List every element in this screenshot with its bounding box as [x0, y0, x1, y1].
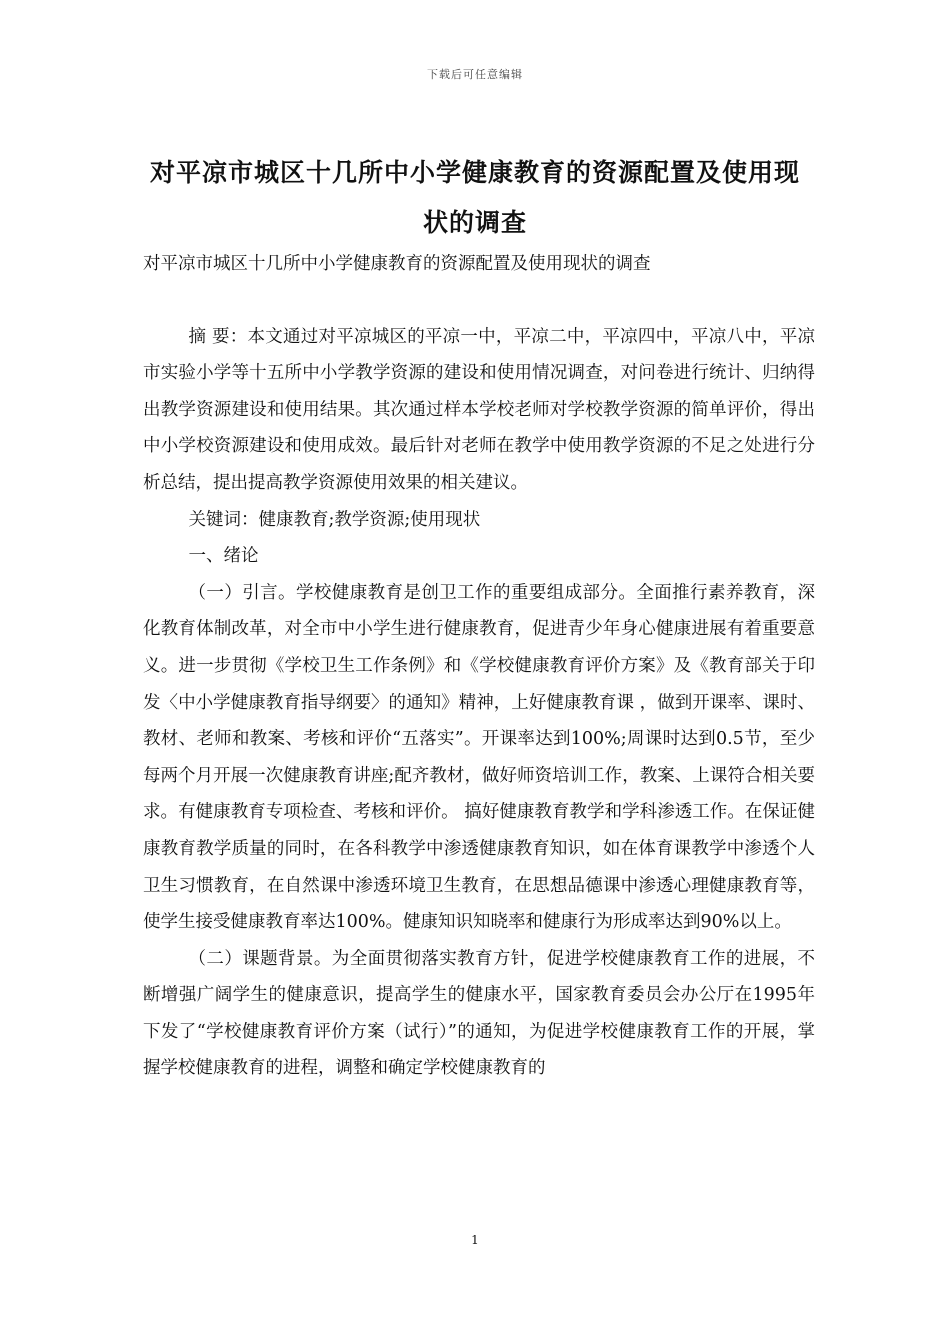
document-subtitle: 对平凉市城区十几所中小学健康教育的资源配置及使用现状的调查 — [143, 254, 651, 274]
abstract-paragraph: 摘 要：本文通过对平凉城区的平凉一中，平凉二中，平凉四中，平凉八中，平凉市实验小学等十五所中小学教学资源的建设和使用情况调查，对问卷进行统计、归纳得出教学资源建设和使用结果。其次通过样本学校老师对学校教学资源的简单评价，得出中小学校资源建设和使用成效。最后针对老师在教学中使用教学资源的不足之处进行分析总结，提出提高教学资源使用效果的相关建议。 — [143, 326, 815, 493]
keywords-paragraph: 关键词：健康教育;教学资源;使用现状 — [188, 509, 481, 530]
section-heading-introduction: 一、绪论 — [188, 546, 259, 567]
document-body — [143, 246, 815, 1087]
header-note: 下载后可任意编辑 — [427, 68, 523, 81]
background-paragraph: （二）课题背景。为全面贯彻落实教育方针，促进学校健康教育工作的进展，不断增强广阔学生的健康意识，提高学生的健康水平，国家教育委员会办公厅在1995年下发了“学校健康教育评价方案（试行）”的通知，为促进学校健康教育工作的开展，掌握学校健康教育的进程，调整和确定学校健康教育的 — [143, 948, 815, 1079]
page-number: 1 — [471, 1233, 479, 1247]
document-title: 对平凉市城区十几所中小学健康教育的资源配置及使用现状的调查 — [149, 158, 800, 237]
introduction-paragraph: （一）引言。学校健康教育是创卫工作的重要组成部分。全面推行素养教育，深化教育体制改革，对全市中小学生进行健康教育，促进青少年身心健康进展有着重要意义。进一步贯彻《学校卫生工作条例》和《学校健康教育评价方案》及《教育部关于印发〈中小学健康教育指导纲要〉的通知》精神，上好健康教育课 ，做到开课率、课时、教材、老师和教案、考核和评价“五落实”。开课率达到100%;周课时达到0.5节，至少每两个月开展一次健康教育讲座;配齐教材，做好师资培训工作，教案、上课符合相关要求。有健康教育专项检查、考核和评价。 搞好健康教育教学和学科渗透工作。在保证健康教育教学质量的同时，在各科教学中渗透健康教育知识，如在体育课教学中渗透个人卫生习惯教育，在自然课中渗透环境卫生教育，在思想品德课中渗透心理健康教育等，使学生接受健康教育率达100%。健康知识知晓率和健康行为形成率达到90%以上。 — [143, 582, 815, 933]
